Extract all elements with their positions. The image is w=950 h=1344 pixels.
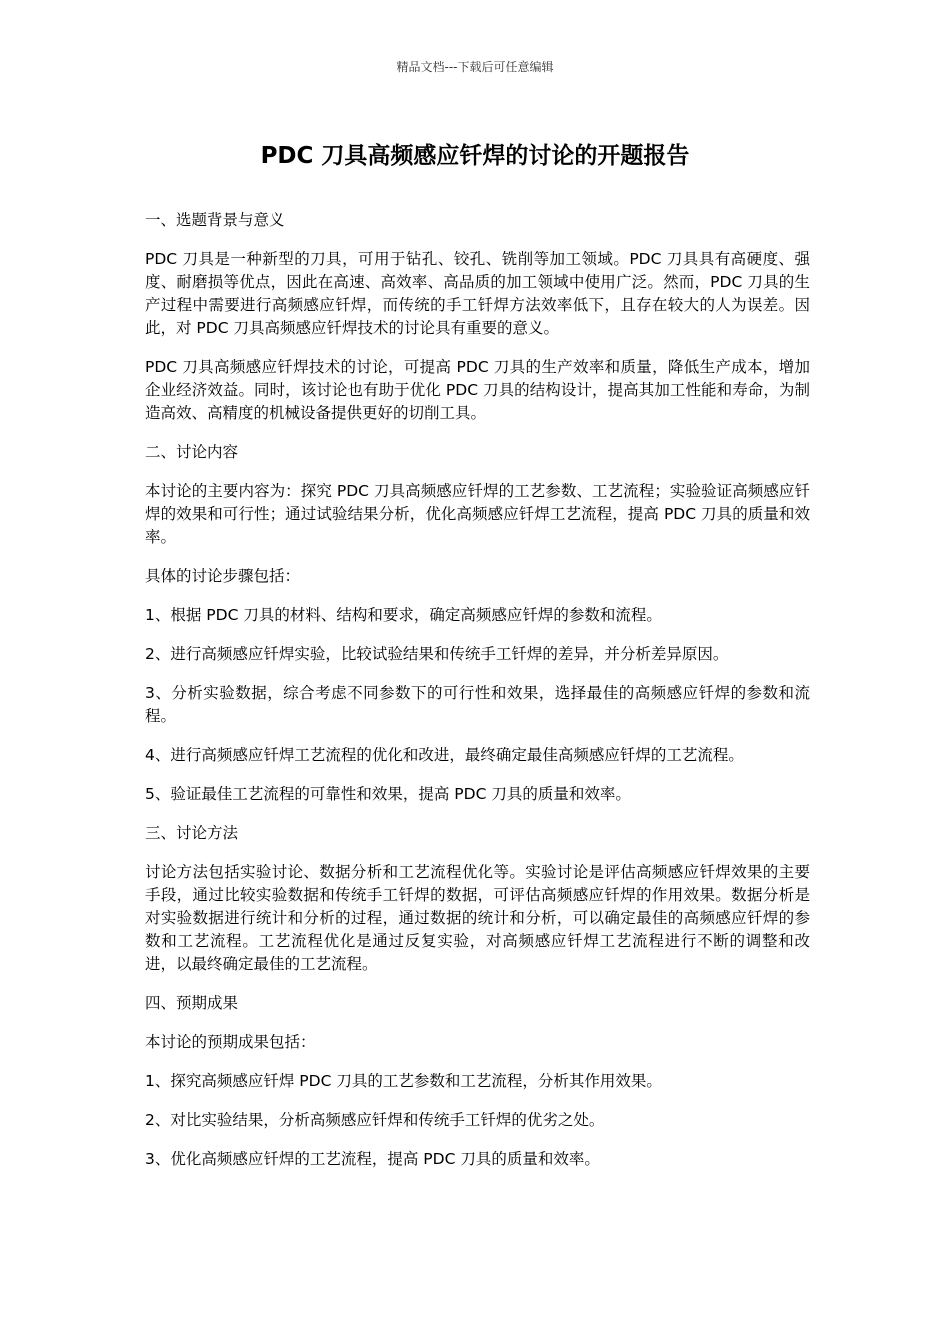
list-item: 5、验证最佳工艺流程的可靠性和效果，提高 PDC 刀具的质量和效率。: [145, 785, 631, 803]
list-item: 3、分析实验数据，综合考虑不同参数下的可行性和效果，选择最佳的高频感应钎焊的参数和流程。: [145, 684, 810, 725]
document-title: PDC 刀具高频感应钎焊的讨论的开题报告: [260, 143, 690, 169]
list-item: 3、优化高频感应钎焊的工艺流程，提高 PDC 刀具的质量和效率。: [145, 1150, 600, 1168]
paragraph: 讨论方法包括实验讨论、数据分析和工艺流程优化等。实验讨论是评估高频感应钎焊效果的主要手段，通过比较实验数据和传统手工钎焊的数据，可评估高频感应钎焊的作用效果。数据分析是对实验数据进行统计和分析的过程，通过数据的统计和分析，可以确定最佳的高频感应钎焊的参数和工艺流程。工艺流程优化是通过反复实验，对高频感应钎焊工艺流程进行不断的调整和改进，以最终确定最佳的工艺流程。: [145, 863, 810, 973]
paragraph: PDC 刀具是一种新型的刀具，可用于钻孔、铰孔、铣削等加工领域。PDC 刀具具有高硬度、强度、耐磨损等优点，因此在高速、高效率、高品质的加工领域中使用广泛。然而，PDC 刀具的生产过程中需要进行高频感应钎焊，而传统的手工钎焊方法效率低下，且存在较大的人为误差。因此，对 PDC 刀具高频感应钎焊技术的讨论具有重要的意义。: [145, 250, 810, 337]
section-heading: 四、预期成果: [145, 994, 239, 1012]
paragraph: 具体的讨论步骤包括：: [145, 567, 301, 585]
paragraph: 本讨论的预期成果包括：: [145, 1033, 316, 1051]
list-item: 2、对比实验结果，分析高频感应钎焊和传统手工钎焊的优劣之处。: [145, 1111, 605, 1129]
list-item: 4、进行高频感应钎焊工艺流程的优化和改进，最终确定最佳高频感应钎焊的工艺流程。: [145, 746, 744, 764]
paragraph: 本讨论的主要内容为：探究 PDC 刀具高频感应钎焊的工艺参数、工艺流程；实验验证高频感应钎焊的效果和可行性；通过试验结果分析，优化高频感应钎焊工艺流程，提高 PDC 刀具的质量和效率。: [145, 482, 810, 546]
paragraph: PDC 刀具高频感应钎焊技术的讨论，可提高 PDC 刀具的生产效率和质量，降低生产成本，增加企业经济效益。同时，该讨论也有助于优化 PDC 刀具的结构设计，提高其加工性能和寿命，为制造高效、高精度的机械设备提供更好的切削工具。: [145, 358, 810, 422]
document-body: [145, 209, 810, 1187]
list-item: 2、进行高频感应钎焊实验，比较试验结果和传统手工钎焊的差异，并分析差异原因。: [145, 645, 729, 663]
section-heading: 三、讨论方法: [145, 824, 239, 842]
list-item: 1、根据 PDC 刀具的材料、结构和要求，确定高频感应钎焊的参数和流程。: [145, 606, 662, 624]
section-heading: 二、讨论内容: [145, 443, 239, 461]
section-heading: 一、选题背景与意义: [145, 211, 285, 229]
page-header: 精品文档---下载后可任意编辑: [396, 60, 554, 74]
list-item: 1、探究高频感应钎焊 PDC 刀具的工艺参数和工艺流程，分析其作用效果。: [145, 1072, 662, 1090]
